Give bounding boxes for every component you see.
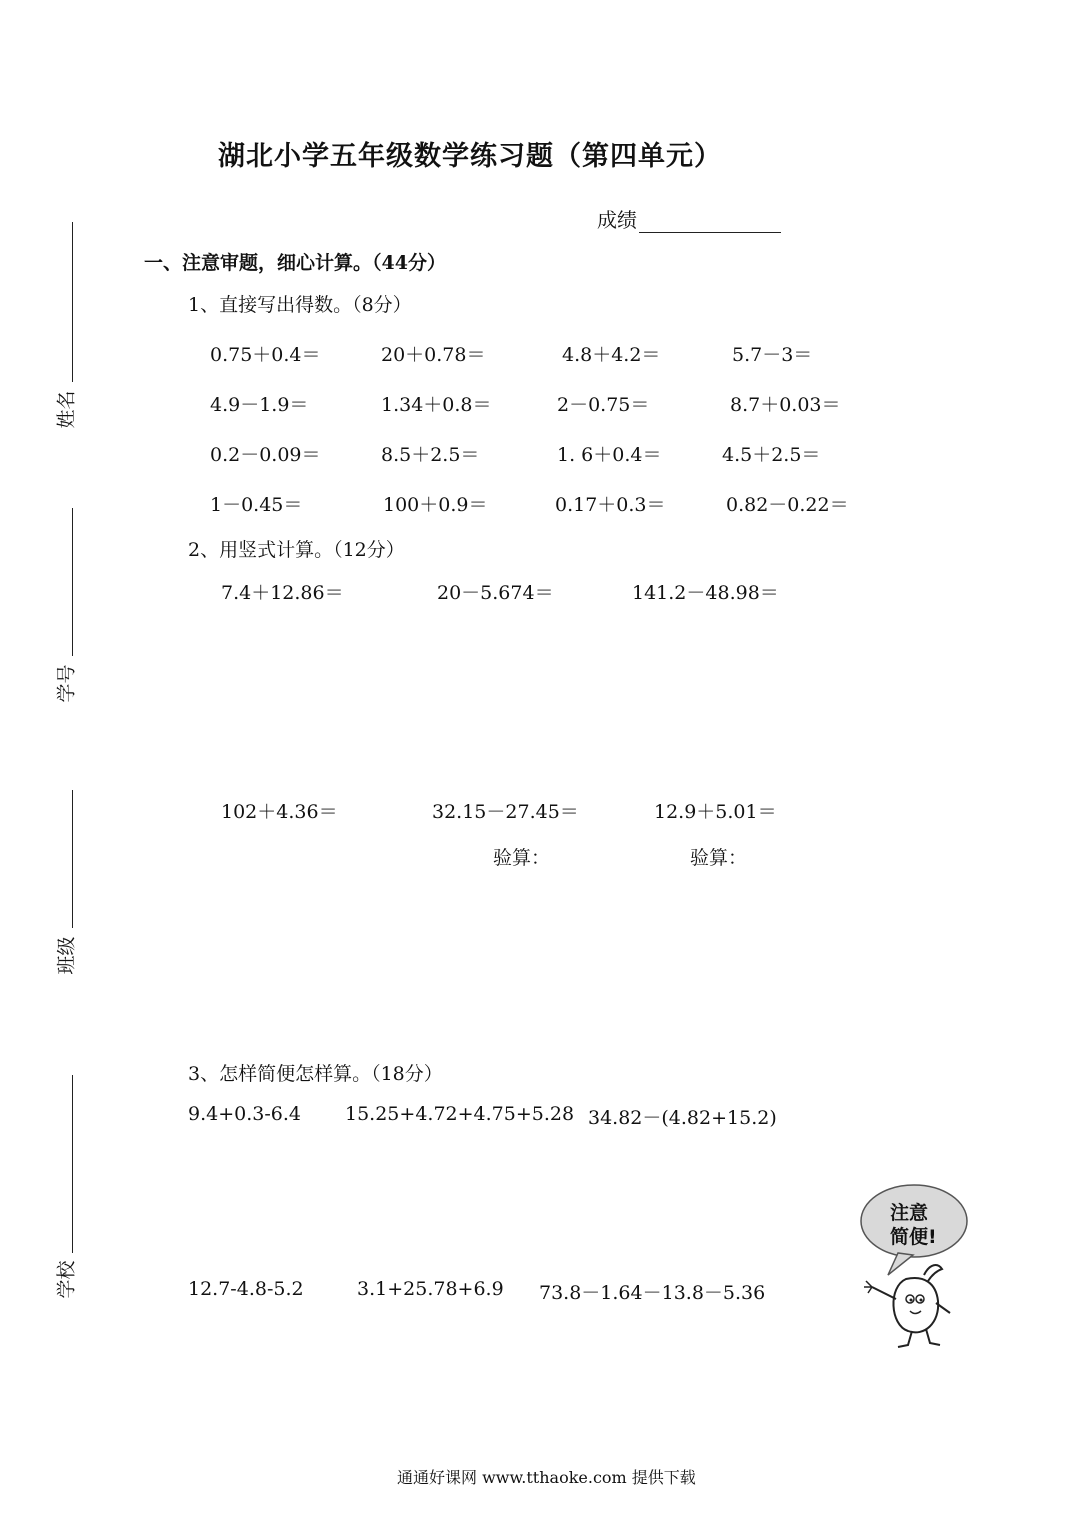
- section-heading: 一、注意审题，细心计算。（44分）: [144, 252, 446, 274]
- q1-problem: 8.7＋0.03＝: [730, 394, 841, 416]
- q1-problem: 4.8＋4.2＝: [562, 344, 661, 366]
- q2-problem: 32.15－27.45＝: [432, 801, 579, 823]
- margin-label-class: 班级: [55, 936, 78, 975]
- q1-problem: 20＋0.78＝: [381, 344, 486, 366]
- margin-line-school: [72, 1075, 73, 1253]
- q1-problem: 2－0.75＝: [557, 394, 650, 416]
- page-footer: 通通好课网 www.tthaoke.com 提供下载: [397, 1468, 696, 1487]
- q2-problem: 102＋4.36＝: [221, 801, 338, 823]
- margin-label-student-id: 学号: [55, 664, 78, 703]
- q1-problem: 1. 6＋0.4＝: [557, 444, 662, 466]
- score-field: [597, 204, 781, 233]
- question-2-label: 2、用竖式计算。（12分）: [188, 539, 405, 561]
- q1-problem: 0.17＋0.3＝: [555, 494, 666, 516]
- q1-problem: 8.5＋2.5＝: [381, 444, 480, 466]
- score-blank-line[interactable]: [639, 212, 781, 233]
- q1-problem: 4.9－1.9＝: [210, 394, 309, 416]
- bubble-line-2: 简便!: [890, 1226, 937, 1248]
- margin-line-name: [72, 222, 73, 382]
- q3-problem: 73.8－1.64－13.8－5.36: [539, 1282, 766, 1304]
- margin-line-student-id: [72, 508, 73, 656]
- q2-problem: 7.4＋12.86＝: [221, 582, 344, 604]
- score-label: 成绩: [597, 208, 637, 232]
- q3-problem: 3.1+25.78+6.9: [357, 1278, 504, 1300]
- check-label: 验算：: [493, 847, 551, 869]
- q1-problem: 4.5＋2.5＝: [722, 444, 821, 466]
- margin-line-class: [72, 790, 73, 928]
- q1-problem: 5.7－3＝: [732, 344, 813, 366]
- bubble-line-1: 注意: [890, 1202, 929, 1224]
- mascot-bubble-text: [890, 1201, 937, 1249]
- q1-problem: 0.2－0.09＝: [210, 444, 321, 466]
- q1-problem: 1.34＋0.8＝: [381, 394, 492, 416]
- q1-problem: 100＋0.9＝: [383, 494, 488, 516]
- check-label: 验算：: [690, 847, 748, 869]
- question-1-label: 1、直接写出得数。（8分）: [188, 294, 412, 316]
- q2-problem: 20－5.674＝: [437, 582, 554, 604]
- page-title: 湖北小学五年级数学练习题（第四单元）: [218, 141, 722, 172]
- q2-problem: 141.2－48.98＝: [632, 582, 779, 604]
- margin-label-name: 姓名: [55, 390, 78, 429]
- q1-problem: 1－0.45＝: [210, 494, 303, 516]
- q3-problem: 9.4+0.3-6.4: [188, 1103, 301, 1125]
- question-3-label: 3、怎样简便怎样算。（18分）: [188, 1063, 443, 1085]
- q3-problem: 12.7-4.8-5.2: [188, 1278, 304, 1300]
- margin-label-school: 学校: [55, 1260, 78, 1299]
- q1-problem: 0.82－0.22＝: [726, 494, 849, 516]
- mascot-illustration: [858, 1183, 978, 1353]
- q3-problem: 15.25+4.72+4.75+5.28: [345, 1103, 575, 1125]
- q3-problem: 34.82－(4.82+15.2): [588, 1107, 777, 1129]
- q2-problem: 12.9＋5.01＝: [654, 801, 777, 823]
- q1-problem: 0.75＋0.4＝: [210, 344, 321, 366]
